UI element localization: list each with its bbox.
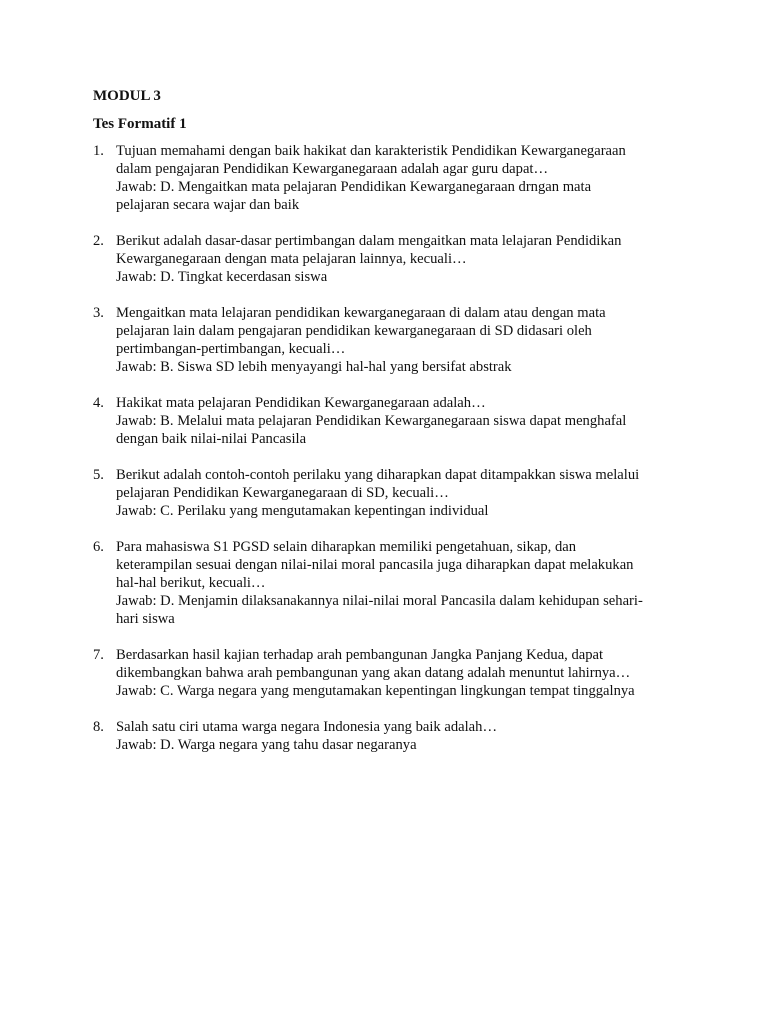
question-item (93, 304, 693, 376)
question-text-line: keterampilan sesuai dengan nilai-nilai moral pancasila juga diharapkan dapat melakukan (116, 557, 634, 573)
answer-text-line: Jawab: D. Menjamin dilaksanakannya nilai-nilai moral Pancasila dalam kehidupan sehari- (116, 593, 643, 609)
answer-text-line: Jawab: B. Siswa SD lebih menyayangi hal-hal yang bersifat abstrak (116, 359, 512, 375)
question-item (93, 394, 693, 448)
question-item (93, 718, 693, 754)
question-item (93, 646, 693, 700)
question-item (93, 538, 693, 628)
question-text-line: pelajaran lain dalam pengajaran pendidikan kewarganegaraan di SD didasari oleh (116, 323, 592, 339)
question-number: 1. (93, 143, 104, 159)
question-text-line: pertimbangan-pertimbangan, kecuali… (116, 341, 346, 357)
question-text-line: Salah satu ciri utama warga negara Indonesia yang baik adalah… (116, 719, 498, 735)
question-item (93, 232, 693, 286)
answer-text-line: Jawab: C. Perilaku yang mengutamakan kepentingan individual (116, 503, 489, 519)
answer-text-line: Jawab: D. Tingkat kecerdasan siswa (116, 269, 328, 285)
answer-text-line: Jawab: D. Warga negara yang tahu dasar negaranya (116, 737, 417, 753)
question-text-line: Para mahasiswa S1 PGSD selain diharapkan memiliki pengetahuan, sikap, dan (116, 539, 577, 555)
question-number: 6. (93, 539, 104, 555)
answer-text-line: Jawab: B. Melalui mata pelajaran Pendidikan Kewarganegaraan siswa dapat menghafal (116, 413, 627, 429)
question-text-line: Berikut adalah contoh-contoh perilaku yang diharapkan dapat ditampakkan siswa melalui (116, 467, 640, 483)
question-number: 7. (93, 647, 104, 663)
question-text-line: dalam pengajaran Pendidikan Kewarganegaraan adalah agar guru dapat… (116, 161, 549, 177)
question-text-line: Mengaitkan mata lelajaran pendidikan kewarganegaraan di dalam atau dengan mata (116, 305, 606, 321)
answer-text-line: Jawab: C. Warga negara yang mengutamakan kepentingan lingkungan tempat tinggalnya (116, 683, 635, 699)
question-text-line: dikembangkan bahwa arah pembangunan yang akan datang adalah menuntut lahirnya… (116, 665, 631, 681)
question-text-line: Berikut adalah dasar-dasar pertimbangan dalam mengaitkan mata lelajaran Pendidikan (116, 233, 622, 249)
answer-text-line: dengan baik nilai-nilai Pancasila (116, 431, 307, 447)
question-text-line: pelajaran Pendidikan Kewarganegaraan di SD, kecuali… (116, 485, 449, 501)
answer-text-line: hari siswa (116, 611, 175, 627)
question-item (93, 466, 693, 520)
question-text-line: Hakikat mata pelajaran Pendidikan Kewarganegaraan adalah… (116, 395, 486, 411)
answer-text-line: pelajaran secara wajar dan baik (116, 197, 300, 213)
question-text-line: Tujuan memahami dengan baik hakikat dan karakteristik Pendidikan Kewarganegaraan (116, 143, 626, 159)
question-number: 4. (93, 395, 104, 411)
document-title: MODUL 3 (93, 88, 161, 104)
question-number: 5. (93, 467, 104, 483)
question-list (93, 142, 693, 772)
question-text-line: hal-hal berikut, kecuali… (116, 575, 266, 591)
question-text-line: Kewarganegaraan dengan mata pelajaran lainnya, kecuali… (116, 251, 467, 267)
question-item (93, 142, 693, 214)
question-number: 2. (93, 233, 104, 249)
document-subtitle: Tes Formatif 1 (93, 116, 187, 132)
question-text-line: Berdasarkan hasil kajian terhadap arah pembangunan Jangka Panjang Kedua, dapat (116, 647, 604, 663)
answer-text-line: Jawab: D. Mengaitkan mata pelajaran Pendidikan Kewarganegaraan drngan mata (116, 179, 592, 195)
question-number: 8. (93, 719, 104, 735)
question-number: 3. (93, 305, 104, 321)
